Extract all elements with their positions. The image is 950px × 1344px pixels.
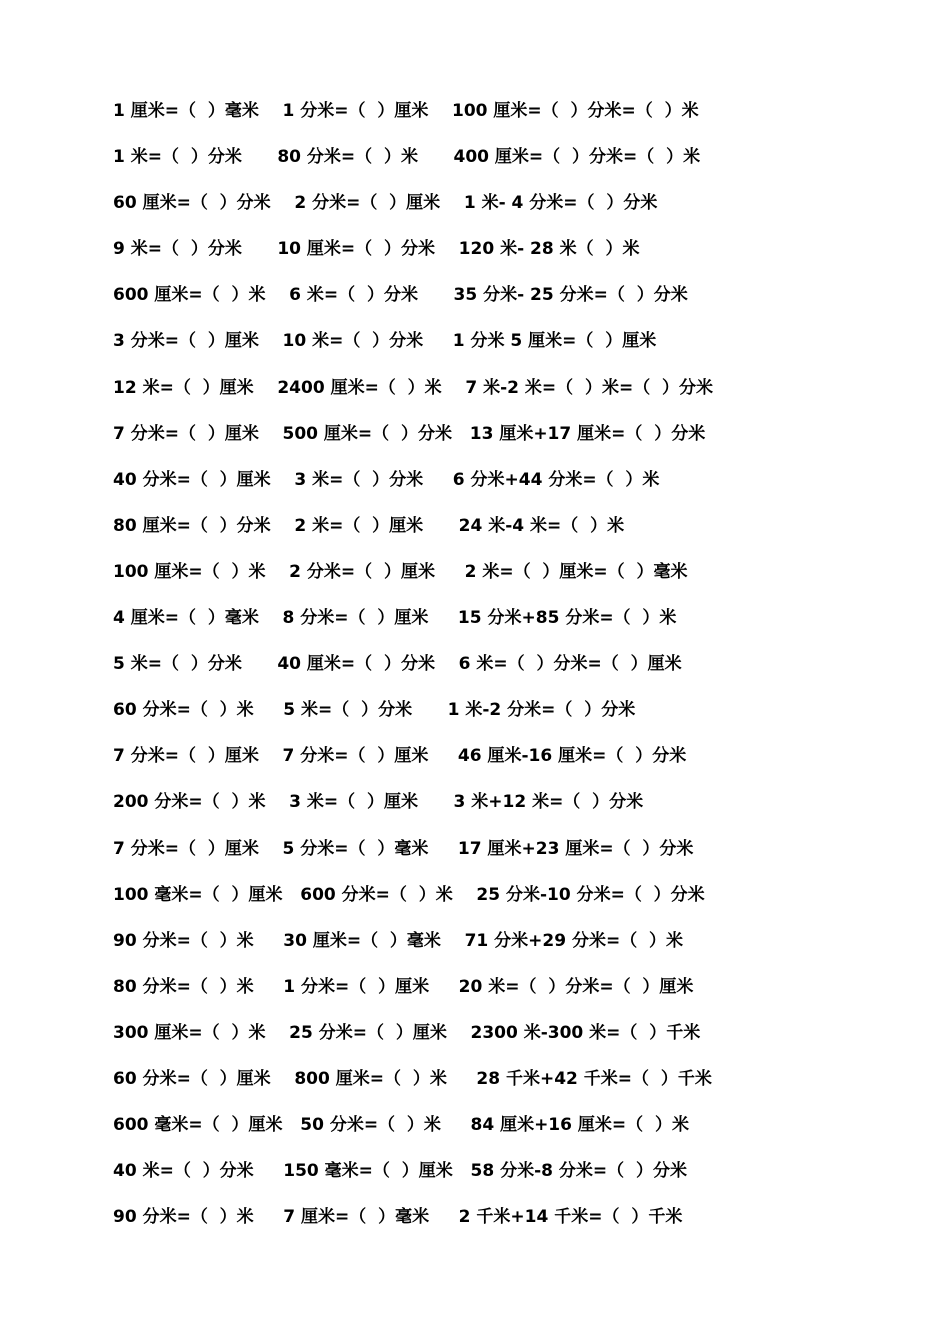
- exercise-row: 600 毫米=（ ）厘米 50 分米=（ ）米 84 厘米+16 厘米=（ ）米: [113, 1115, 689, 1136]
- exercise-row: 80 厘米=（ ）分米 2 米=（ ）厘米 24 米-4 米=（ ）米: [113, 515, 625, 536]
- exercise-row: 7 分米=（ ）厘米 7 分米=（ ）厘米 46 厘米-16 厘米=（ ）分米: [113, 746, 687, 767]
- exercise-row: 60 厘米=（ ）分米 2 分米=（ ）厘米 1 米- 4 分米=（ ）分米: [113, 193, 658, 214]
- exercise-row: 12 米=（ ）厘米 2400 厘米=（ ）米 7 米-2 米=（ ）米=（ ）分米: [113, 377, 714, 398]
- exercise-row: 80 分米=（ ）米 1 分米=（ ）厘米 20 米=（ ）分米=（ ）厘米: [113, 976, 694, 997]
- exercise-row: 7 分米=（ ）厘米 5 分米=（ ）毫米 17 厘米+23 厘米=（ ）分米: [113, 838, 694, 859]
- exercise-row: 9 米=（ ）分米 10 厘米=（ ）分米 120 米- 28 米（ ）米: [113, 239, 640, 260]
- exercise-row: 90 分米=（ ）米 30 厘米=（ ）毫米 71 分米+29 分米=（ ）米: [113, 930, 684, 951]
- exercise-row: 300 厘米=（ ）米 25 分米=（ ）厘米 2300 米-300 米=（ ）千米: [113, 1022, 701, 1043]
- exercise-list: [113, 97, 873, 1249]
- exercise-row: 5 米=（ ）分米 40 厘米=（ ）分米 6 米=（ ）分米=（ ）厘米: [113, 654, 682, 675]
- exercise-row: 100 毫米=（ ）厘米 600 分米=（ ）米 25 分米-10 分米=（ ）分米: [113, 884, 705, 905]
- exercise-row: 90 分米=（ ）米 7 厘米=（ ）毫米 2 千米+14 千米=（ ）千米: [113, 1207, 683, 1228]
- exercise-row: 60 分米=（ ）厘米 800 厘米=（ ）米 28 千米+42 千米=（ ）千米: [113, 1068, 712, 1089]
- exercise-row: 600 厘米=（ ）米 6 米=（ ）分米 35 分米- 25 分米=（ ）分米: [113, 285, 688, 306]
- exercise-row: 60 分米=（ ）米 5 米=（ ）分米 1 米-2 分米=（ ）分米: [113, 700, 636, 721]
- exercise-row: 100 厘米=（ ）米 2 分米=（ ）厘米 2 米=（ ）厘米=（ ）毫米: [113, 561, 688, 582]
- exercise-row: 1 米=（ ）分米 80 分米=（ ）米 400 厘米=（ ）分米=（ ）米: [113, 147, 701, 168]
- exercise-row: 40 米=（ ）分米 150 毫米=（ ）厘米 58 分米-8 分米=（ ）分米: [113, 1161, 687, 1182]
- exercise-row: 7 分米=（ ）厘米 500 厘米=（ ）分米 13 厘米+17 厘米=（ ）分米: [113, 423, 706, 444]
- exercise-row: 1 厘米=（ ）毫米 1 分米=（ ）厘米 100 厘米=（ ）分米=（ ）米: [113, 101, 699, 121]
- exercise-row: 4 厘米=（ ）毫米 8 分米=（ ）厘米 15 分米+85 分米=（ ）米: [113, 608, 677, 629]
- exercise-row: 200 分米=（ ）米 3 米=（ ）厘米 3 米+12 米=（ ）分米: [113, 792, 644, 813]
- exercise-row: 3 分米=（ ）厘米 10 米=（ ）分米 1 分米 5 厘米=（ ）厘米: [113, 331, 657, 352]
- exercise-row: 40 分米=（ ）厘米 3 米=（ ）分米 6 分米+44 分米=（ ）米: [113, 469, 660, 490]
